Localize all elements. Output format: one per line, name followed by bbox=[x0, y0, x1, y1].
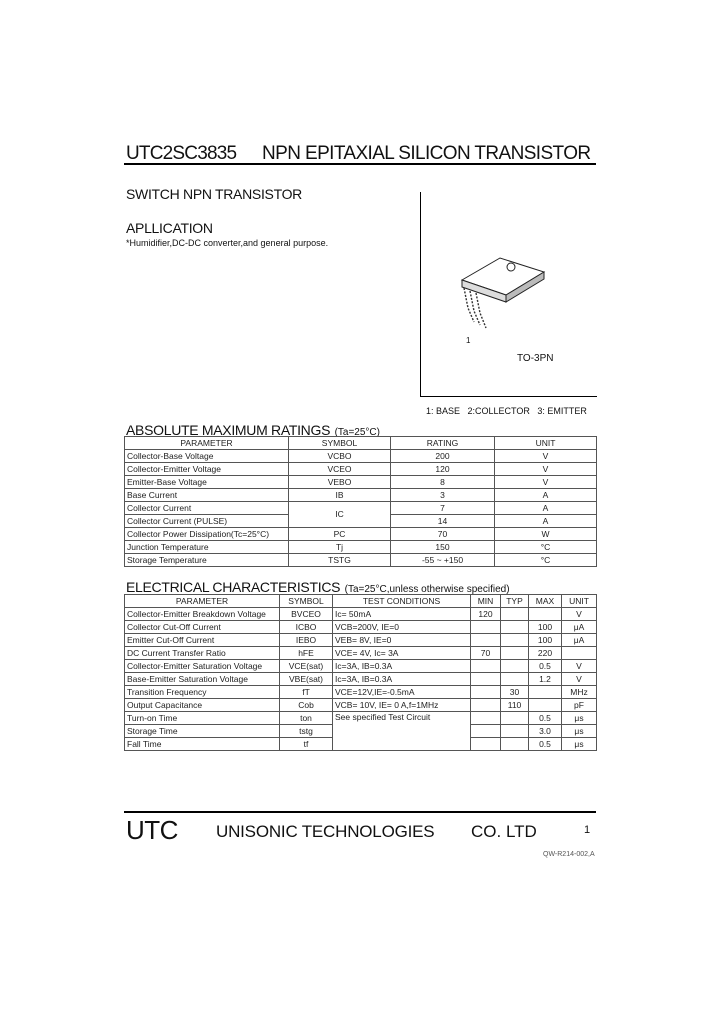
unit-cell: °C bbox=[495, 554, 597, 567]
parameter-cell: Storage Time bbox=[125, 725, 280, 738]
to3pn-package-drawing bbox=[452, 250, 552, 350]
max-cell: 100 bbox=[529, 621, 562, 634]
rating-cell: 7 bbox=[391, 502, 495, 515]
min-cell bbox=[471, 660, 501, 673]
unit-cell: MHz bbox=[562, 686, 597, 699]
unit-cell: μs bbox=[562, 725, 597, 738]
parameter-cell: Emitter Cut-Off Current bbox=[125, 634, 280, 647]
table-row bbox=[125, 502, 597, 515]
table-row bbox=[125, 686, 597, 699]
max-cell: 1.2 bbox=[529, 673, 562, 686]
rating-cell: 14 bbox=[391, 515, 495, 528]
symbol-cell: BVCEO bbox=[280, 608, 333, 621]
pin-one-label: 1 bbox=[466, 336, 471, 345]
max-cell bbox=[529, 699, 562, 712]
parameter-cell: Emitter-Base Voltage bbox=[125, 476, 289, 489]
device-title: NPN EPITAXIAL SILICON TRANSISTOR bbox=[262, 143, 591, 164]
unit-cell: V bbox=[562, 673, 597, 686]
min-cell: 70 bbox=[471, 647, 501, 660]
elec-heading: ELECTRICAL CHARACTERISTICS bbox=[126, 579, 341, 595]
parameter-cell: Collector-Emitter Breakdown Voltage bbox=[125, 608, 280, 621]
table-row bbox=[125, 660, 597, 673]
parameter-cell: Collector-Emitter Saturation Voltage bbox=[125, 660, 280, 673]
table-row bbox=[125, 634, 597, 647]
symbol-cell: IB bbox=[289, 489, 391, 502]
parameter-cell: Fall Time bbox=[125, 738, 280, 751]
symbol-cell: Tj bbox=[289, 541, 391, 554]
parameter-cell: Turn-on Time bbox=[125, 712, 280, 725]
symbol-cell: Cob bbox=[280, 699, 333, 712]
col-parameter: PARAMETER bbox=[125, 437, 289, 450]
parameter-cell: Collector-Base Voltage bbox=[125, 450, 289, 463]
unit-cell: V bbox=[495, 476, 597, 489]
application-heading: APLLICATION bbox=[126, 220, 213, 236]
unit-cell: W bbox=[495, 528, 597, 541]
symbol-cell: VCEO bbox=[289, 463, 391, 476]
parameter-cell: Storage Temperature bbox=[125, 554, 289, 567]
min-cell bbox=[471, 738, 501, 751]
parameter-cell: Collector Cut-Off Current bbox=[125, 621, 280, 634]
symbol-cell: fT bbox=[280, 686, 333, 699]
unit-cell: μA bbox=[562, 634, 597, 647]
utc-logo: UTC bbox=[126, 815, 178, 845]
min-cell: 120 bbox=[471, 608, 501, 621]
typ-cell bbox=[501, 712, 529, 725]
conditions-cell: Ic=3A, IB=0.3A bbox=[333, 660, 471, 673]
pinout-legend: 1: BASE 2:COLLECTOR 3: EMITTER bbox=[426, 406, 587, 416]
unit-cell: A bbox=[495, 502, 597, 515]
typ-cell bbox=[501, 621, 529, 634]
typ-cell: 110 bbox=[501, 699, 529, 712]
rating-cell: 120 bbox=[391, 463, 495, 476]
typ-cell bbox=[501, 725, 529, 738]
min-cell bbox=[471, 712, 501, 725]
unit-cell: μs bbox=[562, 712, 597, 725]
max-cell bbox=[529, 686, 562, 699]
footer-rule bbox=[124, 811, 596, 813]
unit-cell: V bbox=[562, 608, 597, 621]
symbol-cell: VEBO bbox=[289, 476, 391, 489]
symbol-cell: IC bbox=[289, 502, 391, 528]
rating-cell: 150 bbox=[391, 541, 495, 554]
parameter-cell: Collector-Emitter Voltage bbox=[125, 463, 289, 476]
table-row bbox=[125, 554, 597, 567]
conditions-cell: VCB= 10V, IE= 0 A,f=1MHz bbox=[333, 699, 471, 712]
table-row bbox=[125, 699, 597, 712]
elec-condition: (Ta=25°C,unless otherwise specified) bbox=[344, 584, 510, 595]
unit-cell: V bbox=[495, 463, 597, 476]
conditions-cell: VCB=200V, IE=0 bbox=[333, 621, 471, 634]
table-row bbox=[125, 476, 597, 489]
symbol-cell: ton bbox=[280, 712, 333, 725]
unit-cell: μs bbox=[562, 738, 597, 751]
symbol-cell: tstg bbox=[280, 725, 333, 738]
parameter-cell: Base Current bbox=[125, 489, 289, 502]
parameter-cell: Collector Current bbox=[125, 502, 289, 515]
typ-cell bbox=[501, 673, 529, 686]
page-number: 1 bbox=[584, 824, 591, 836]
abs-max-header-row bbox=[125, 437, 597, 450]
abs-max-table bbox=[124, 436, 597, 567]
col-max: MAX bbox=[529, 595, 562, 608]
table-row bbox=[125, 489, 597, 502]
table-row bbox=[125, 541, 597, 554]
symbol-cell: ICBO bbox=[280, 621, 333, 634]
table-row bbox=[125, 450, 597, 463]
unit-cell: μA bbox=[562, 621, 597, 634]
conditions-cell: VEB= 8V, IE=0 bbox=[333, 634, 471, 647]
col-symbol: SYMBOL bbox=[280, 595, 333, 608]
symbol-cell: tf bbox=[280, 738, 333, 751]
rating-cell: -55 ~ +150 bbox=[391, 554, 495, 567]
table-row bbox=[125, 608, 597, 621]
rating-cell: 3 bbox=[391, 489, 495, 502]
min-cell bbox=[471, 634, 501, 647]
unit-cell: pF bbox=[562, 699, 597, 712]
table-row bbox=[125, 621, 597, 634]
col-typ: TYP bbox=[501, 595, 529, 608]
symbol-cell: VCBO bbox=[289, 450, 391, 463]
parameter-cell: Output Capacitance bbox=[125, 699, 280, 712]
parameter-cell: Collector Power Dissipation(Tc=25°C) bbox=[125, 528, 289, 541]
min-cell bbox=[471, 725, 501, 738]
min-cell bbox=[471, 699, 501, 712]
document-code: QW-R214-002,A bbox=[543, 851, 595, 858]
symbol-cell: hFE bbox=[280, 647, 333, 660]
conditions-cell: See specified Test Circuit bbox=[333, 712, 471, 751]
conditions-cell: Ic= 50mA bbox=[333, 608, 471, 621]
unit-cell: A bbox=[495, 489, 597, 502]
unit-cell: A bbox=[495, 515, 597, 528]
typ-cell bbox=[501, 660, 529, 673]
typ-cell bbox=[501, 608, 529, 621]
table-row bbox=[125, 528, 597, 541]
symbol-cell: TSTG bbox=[289, 554, 391, 567]
col-unit: UNIT bbox=[495, 437, 597, 450]
table-row bbox=[125, 712, 597, 725]
abs-max-heading: ABSOLUTE MAXIMUM RATINGS bbox=[126, 422, 331, 438]
package-name: TO-3PN bbox=[517, 353, 554, 364]
col-unit: UNIT bbox=[562, 595, 597, 608]
unit-cell: V bbox=[495, 450, 597, 463]
max-cell: 220 bbox=[529, 647, 562, 660]
parameter-cell: DC Current Transfer Ratio bbox=[125, 647, 280, 660]
elec-header-row bbox=[125, 595, 597, 608]
rating-cell: 70 bbox=[391, 528, 495, 541]
typ-cell bbox=[501, 738, 529, 751]
company-name: UNISONIC TECHNOLOGIES bbox=[216, 822, 435, 841]
parameter-cell: Collector Current (PULSE) bbox=[125, 515, 289, 528]
parameter-cell: Transition Frequency bbox=[125, 686, 280, 699]
max-cell: 0.5 bbox=[529, 712, 562, 725]
max-cell bbox=[529, 608, 562, 621]
table-row bbox=[125, 463, 597, 476]
symbol-cell: IEBO bbox=[280, 634, 333, 647]
rating-cell: 8 bbox=[391, 476, 495, 489]
parameter-cell: Base-Emitter Saturation Voltage bbox=[125, 673, 280, 686]
min-cell bbox=[471, 686, 501, 699]
unit-cell: V bbox=[562, 660, 597, 673]
parameter-cell: Junction Temperature bbox=[125, 541, 289, 554]
typ-cell bbox=[501, 634, 529, 647]
conditions-cell: VCE= 4V, Ic= 3A bbox=[333, 647, 471, 660]
header-rule bbox=[124, 163, 596, 165]
col-symbol: SYMBOL bbox=[289, 437, 391, 450]
max-cell: 3.0 bbox=[529, 725, 562, 738]
elec-table bbox=[124, 594, 597, 751]
typ-cell: 30 bbox=[501, 686, 529, 699]
table-row bbox=[125, 647, 597, 660]
unit-cell: °C bbox=[495, 541, 597, 554]
conditions-cell: Ic=3A, IB=0.3A bbox=[333, 673, 471, 686]
col-min: MIN bbox=[471, 595, 501, 608]
max-cell: 0.5 bbox=[529, 660, 562, 673]
symbol-cell: PC bbox=[289, 528, 391, 541]
symbol-cell: VBE(sat) bbox=[280, 673, 333, 686]
col-parameter: PARAMETER bbox=[125, 595, 280, 608]
min-cell bbox=[471, 621, 501, 634]
min-cell bbox=[471, 673, 501, 686]
unit-cell bbox=[562, 647, 597, 660]
col-test-conditions: TEST CONDITIONS bbox=[333, 595, 471, 608]
symbol-cell: VCE(sat) bbox=[280, 660, 333, 673]
company-suffix: CO. LTD bbox=[471, 822, 537, 841]
application-text: *Humidifier,DC-DC converter,and general purpose. bbox=[126, 238, 329, 248]
rating-cell: 200 bbox=[391, 450, 495, 463]
max-cell: 100 bbox=[529, 634, 562, 647]
conditions-cell: VCE=12V,IE=-0.5mA bbox=[333, 686, 471, 699]
abs-max-condition: (Ta=25°C) bbox=[334, 427, 380, 438]
col-rating: RATING bbox=[391, 437, 495, 450]
table-row bbox=[125, 673, 597, 686]
typ-cell bbox=[501, 647, 529, 660]
max-cell: 0.5 bbox=[529, 738, 562, 751]
part-number: UTC2SC3835 bbox=[126, 143, 237, 164]
subtitle: SWITCH NPN TRANSISTOR bbox=[126, 186, 302, 202]
